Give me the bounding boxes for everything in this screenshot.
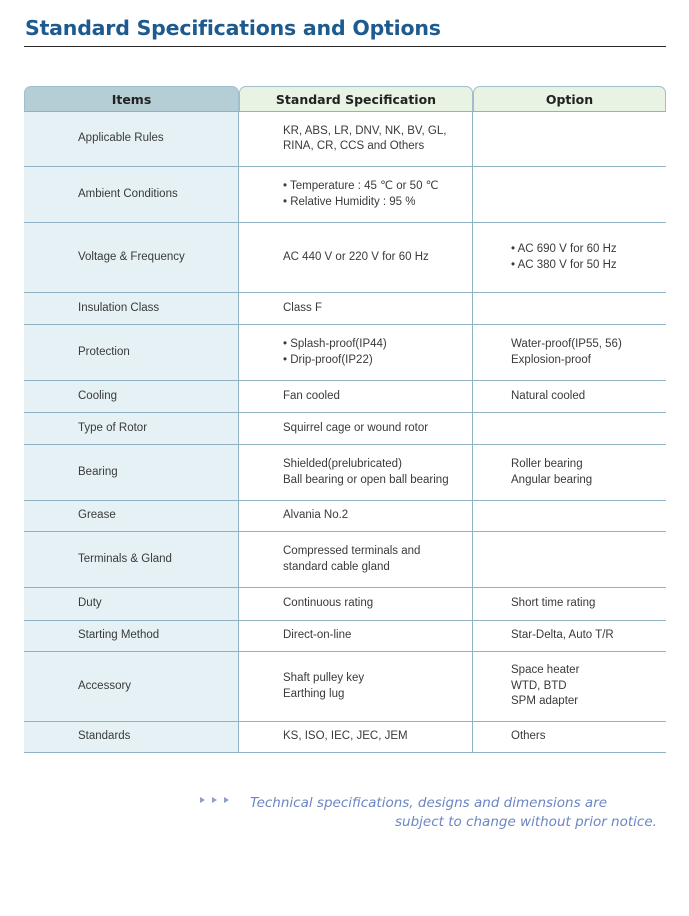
standard-cell — [239, 445, 473, 500]
standard-cell-line: Shielded(prelubricated) — [283, 458, 402, 470]
table-row — [24, 621, 666, 652]
option-cell-line: Others — [511, 730, 546, 743]
item-cell — [24, 112, 239, 166]
standard-cell — [239, 621, 473, 651]
item-cell — [24, 325, 239, 380]
table-row — [24, 652, 666, 722]
option-cell-line: Space heater — [511, 664, 580, 677]
option-cell-line: • AC 380 V for 50 Hz — [511, 258, 617, 271]
standard-cell-line: • Temperature : 45 ℃ or 50 ℃ — [283, 180, 439, 192]
item-cell-text: Grease — [78, 509, 116, 522]
standard-cell — [239, 588, 473, 620]
table-row — [24, 223, 666, 293]
option-cell — [473, 588, 666, 620]
standard-cell-line: • Splash-proof(IP44) — [283, 338, 387, 350]
standard-cell — [239, 722, 473, 752]
item-cell-text: Applicable Rules — [78, 132, 164, 145]
standard-cell-line: Continuous rating — [283, 597, 374, 610]
option-cell-line: Explosion-proof — [511, 353, 591, 366]
item-cell-text: Voltage & Frequency — [78, 250, 185, 263]
item-cell — [24, 621, 239, 651]
header-option: Option — [473, 86, 666, 111]
standard-cell — [239, 381, 473, 412]
item-cell-text: Bearing — [78, 465, 118, 478]
standard-cell-line: Earthing lug — [283, 687, 345, 700]
item-cell — [24, 167, 239, 222]
standard-cell-line: AC 440 V or 220 V for 60 Hz — [283, 250, 429, 263]
option-cell — [473, 167, 666, 222]
standard-cell-line: Alvania No.2 — [283, 509, 349, 522]
standard-cell — [239, 325, 473, 380]
option-cell — [473, 532, 666, 587]
option-cell-line: • AC 690 V for 60 Hz — [511, 243, 617, 255]
standard-cell — [239, 167, 473, 222]
standard-cell-line: • Drip-proof(IP22) — [283, 353, 373, 366]
standard-cell — [239, 532, 473, 587]
option-cell-line: Angular bearing — [511, 473, 593, 486]
standard-cell-line: Direct-on-line — [283, 629, 352, 642]
header-standard: Standard Specification — [239, 86, 473, 111]
table-body — [24, 111, 666, 753]
option-cell-line: Short time rating — [511, 597, 596, 610]
table-row — [24, 532, 666, 588]
option-cell — [473, 112, 666, 166]
item-cell-text: Accessory — [78, 679, 132, 692]
title-divider — [24, 46, 666, 47]
option-cell-line: SPM adapter — [511, 695, 579, 708]
option-cell-line: Star-Delta, Auto T/R — [511, 629, 614, 642]
item-cell-text: Type of Rotor — [78, 421, 148, 434]
item-cell — [24, 413, 239, 444]
table-row — [24, 501, 666, 532]
item-cell — [24, 293, 239, 324]
item-cell — [24, 532, 239, 587]
table-row — [24, 325, 666, 381]
option-cell — [473, 501, 666, 531]
table-row — [24, 381, 666, 413]
standard-cell — [239, 501, 473, 531]
standard-cell-line: Class F — [283, 301, 322, 314]
item-cell-text: Duty — [78, 597, 102, 610]
standard-cell-line: Fan cooled — [283, 389, 340, 402]
item-cell-text: Protection — [78, 345, 130, 358]
standard-cell — [239, 652, 473, 721]
standard-cell — [239, 413, 473, 444]
item-cell-text: Standards — [78, 730, 131, 743]
option-cell-line: Roller bearing — [511, 458, 583, 470]
standard-cell — [239, 223, 473, 292]
item-cell — [24, 223, 239, 292]
item-cell — [24, 722, 239, 752]
table-row — [24, 293, 666, 325]
option-cell — [473, 445, 666, 500]
footnote-arrows — [200, 797, 229, 803]
header-items: Items — [24, 86, 239, 111]
table-row — [24, 111, 666, 167]
item-cell-text: Starting Method — [78, 629, 160, 642]
option-cell — [473, 223, 666, 292]
item-cell-text: Cooling — [78, 389, 117, 402]
arrow-right-icon — [200, 797, 205, 803]
standard-cell-line: Shaft pulley key — [283, 672, 365, 684]
arrow-right-icon — [212, 797, 217, 803]
option-cell — [473, 652, 666, 721]
option-cell — [473, 413, 666, 444]
standard-cell-line: standard cable gland — [283, 560, 390, 573]
standard-cell-line: KR, ABS, LR, DNV, NK, BV, GL, — [283, 124, 447, 137]
item-cell — [24, 652, 239, 721]
spec-table — [24, 86, 666, 753]
arrow-right-icon — [224, 797, 229, 803]
page-title: Standard Specifications and Options — [25, 16, 441, 40]
option-cell — [473, 722, 666, 752]
footnote-line-1: Technical specifications, designs and dimensions are — [250, 795, 608, 811]
item-cell-text: Ambient Conditions — [78, 187, 178, 200]
footnote-line-2: subject to change without prior notice. — [395, 814, 657, 830]
standard-cell — [239, 293, 473, 324]
item-cell-text: Terminals & Gland — [78, 552, 172, 565]
option-cell — [473, 325, 666, 380]
table-row — [24, 413, 666, 445]
item-cell — [24, 445, 239, 500]
standard-cell-line: Compressed terminals and — [283, 545, 421, 557]
option-cell-line: Water-proof(IP55, 56) — [511, 338, 622, 350]
option-cell — [473, 621, 666, 651]
table-header — [24, 86, 666, 111]
item-cell — [24, 588, 239, 620]
standard-cell-line: RINA, CR, CCS and Others — [283, 140, 425, 152]
table-row — [24, 588, 666, 621]
option-cell-line: Natural cooled — [511, 389, 586, 402]
standard-cell-line: Ball bearing or open ball bearing — [283, 473, 449, 486]
table-row — [24, 445, 666, 501]
item-cell — [24, 381, 239, 412]
option-cell — [473, 293, 666, 324]
option-cell-line: WTD, BTD — [511, 679, 567, 692]
table-row — [24, 167, 666, 223]
option-cell — [473, 381, 666, 412]
item-cell — [24, 501, 239, 531]
table-row — [24, 722, 666, 753]
standard-cell-line: Squirrel cage or wound rotor — [283, 421, 429, 434]
standard-cell — [239, 112, 473, 166]
standard-cell-line: • Relative Humidity : 95 % — [283, 195, 416, 208]
standard-cell-line: KS, ISO, IEC, JEC, JEM — [283, 730, 408, 743]
item-cell-text: Insulation Class — [78, 301, 160, 314]
